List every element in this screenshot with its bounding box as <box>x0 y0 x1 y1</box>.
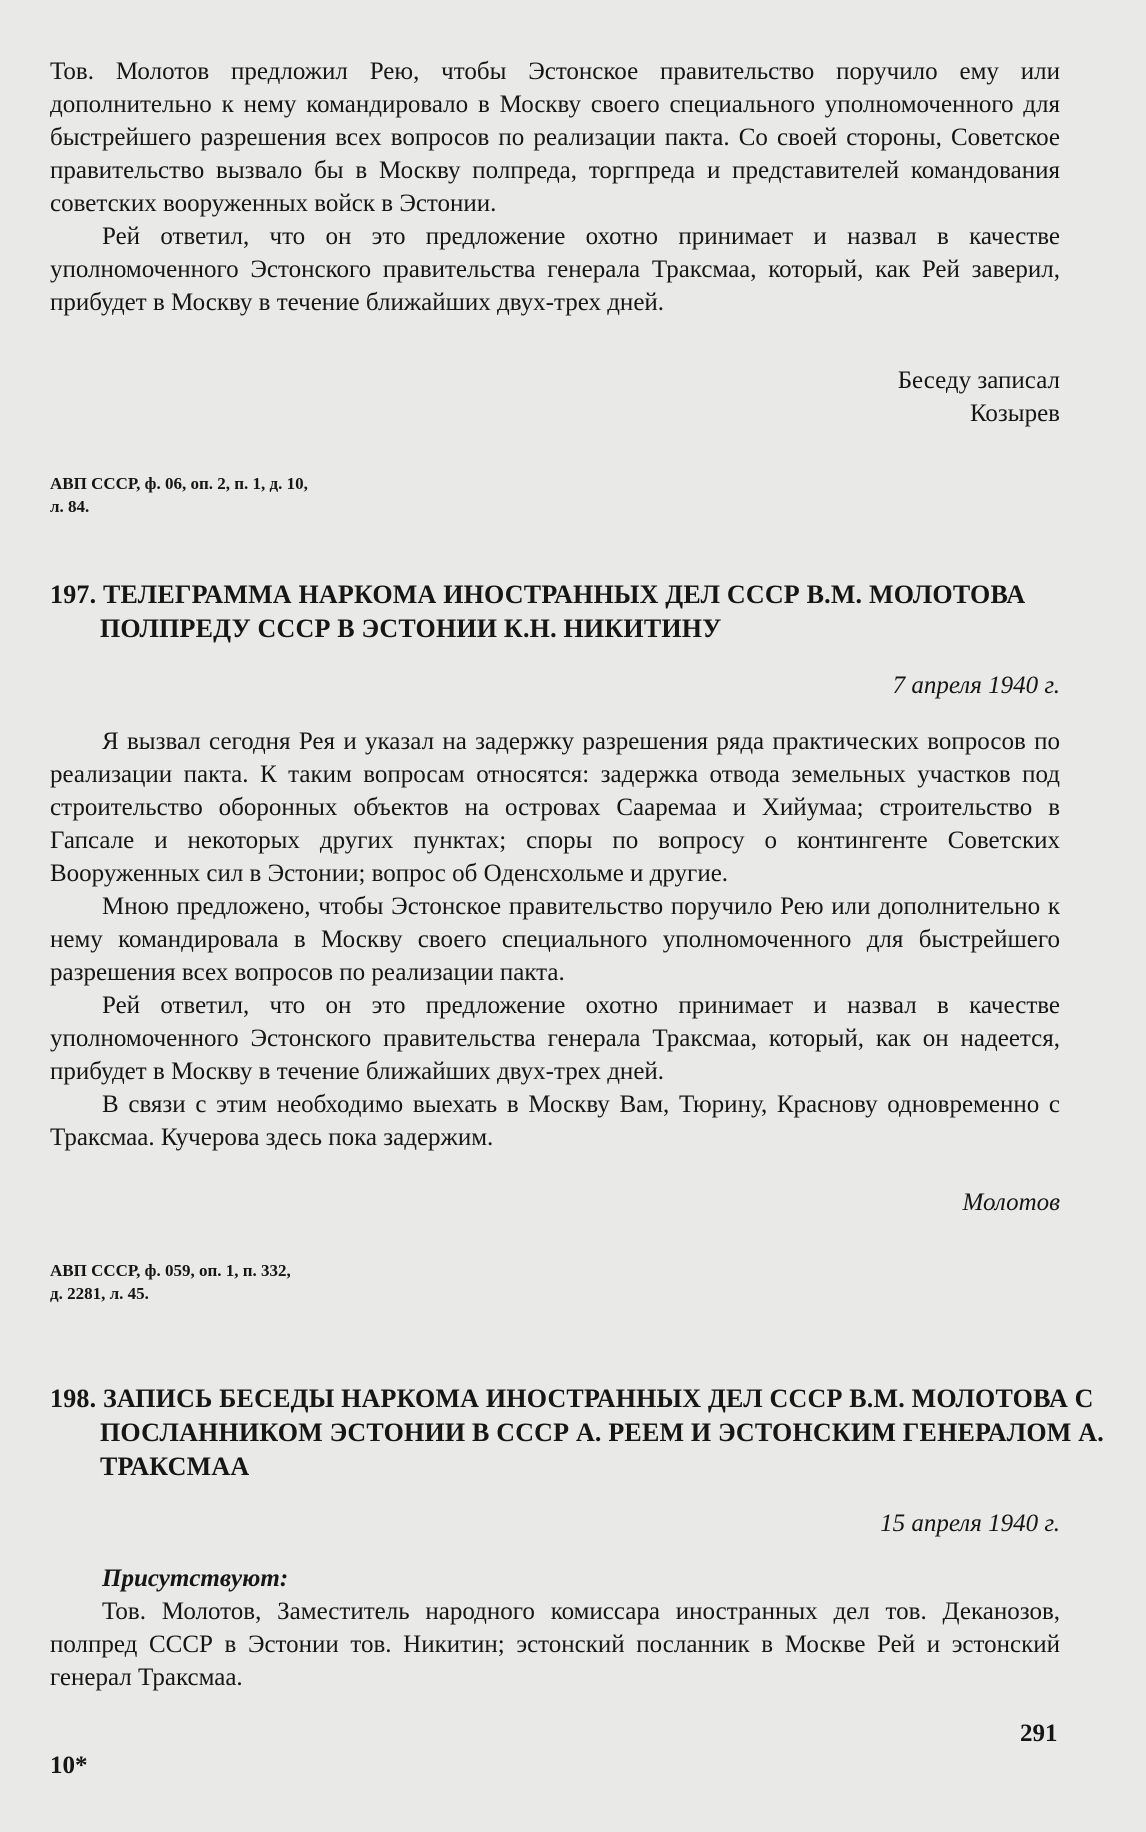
intro-paragraph-2: Рей ответил, что он это предложение охотно принимает и назвал в качестве уполномоченного Эстонского правительства генерала Траксмаа, который, как Рей заверил, прибудет в Москву в течение ближайших двух-трех дней. <box>50 223 1060 316</box>
recorded-by-label: Беседу записал <box>897 367 1060 394</box>
doc-197-heading: 197. ТЕЛЕГРАММА НАРКОМА ИНОСТРАННЫХ ДЕЛ СССР В.М. МОЛОТОВА ПОЛПРЕДУ СССР В ЭСТОНИИ К.Н. НИКИТИНУ <box>50 580 1026 643</box>
source-line: АВП СССР, ф. 059, оп. 1, п. 332, <box>50 1261 291 1280</box>
source-line: л. 84. <box>50 497 90 516</box>
doc-198-heading: 198. ЗАПИСЬ БЕСЕДЫ НАРКОМА ИНОСТРАННЫХ ДЕЛ СССР В.М. МОЛОТОВА С ПОСЛАННИКОМ ЭСТОНИИ В СССР А. РЕЕМ И ЭСТОНСКИМ ГЕНЕРАЛОМ А. ТРАКСМАА <box>50 1384 1104 1481</box>
doc-197-signature: Молотов <box>962 1189 1060 1216</box>
present-list: Тов. Молотов, Заместитель народного комиссара иностранных дел тов. Деканозов, полпред СССР в Эстонии тов. Никитин; эстонский посланник в Москве Рей и эстонский генерал Траксмаа. <box>50 1598 1060 1691</box>
signature-mark: 10* <box>50 1752 88 1779</box>
doc-197-paragraph-4: В связи с этим необходимо выехать в Москву Вам, Тюрину, Краснову одновременно с Траксмаа. Кучерова здесь пока задержим. <box>50 1091 1060 1151</box>
doc-197-paragraph-2: Мною предложено, чтобы Эстонское правительство поручило Рею или дополнительно к нему командировала в Москву своего специального уполномоченного для быстрейшего разрешения всех вопросов по реализации пакта. <box>50 893 1060 986</box>
doc-197-date: 7 апреля 1940 г. <box>892 672 1060 699</box>
doc-197-body <box>50 725 1060 1154</box>
recorded-note <box>50 364 1060 430</box>
intro-section <box>50 55 1060 319</box>
doc-197-archive-source <box>50 1259 370 1305</box>
present-label: Присутствуют: <box>102 1565 289 1592</box>
doc-197-paragraph-1: Я вызвал сегодня Рея и указал на задержку разрешения ряда практических вопросов по реализации пакта. К таким вопросам относятся: задержка отвода земельных участков под строительство оборонных объектов на островах Сааремаа и Хийумаа; строительство в Гапсале и некоторых других пунктах; споры по вопросу о контингенте Советских Вооруженных сил в Эстонии; вопрос об Оденсхольме и другие. <box>50 728 1060 887</box>
page-number: 291 <box>1020 1720 1058 1747</box>
doc-198-date: 15 апреля 1940 г. <box>880 1510 1060 1537</box>
doc-198-body <box>50 1562 1060 1694</box>
intro-paragraph-1: Тов. Молотов предложил Рею, чтобы Эстонское правительство поручило ему или дополнительно к нему командировало в Москву своего специального уполномоченного для быстрейшего разрешения всех вопросов по реализации пакта. Со своей стороны, Советское правительство вызвало бы в Москву полпреда, торгпреда и представителей командования советских вооруженных войск в Эстонии. <box>50 58 1060 217</box>
source-line: д. 2281, л. 45. <box>50 1284 149 1303</box>
doc-197-paragraph-3: Рей ответил, что он это предложение охотно принимает и назвал в качестве уполномоченного Эстонского правительства генерала Траксмаа, который, как он надеется, прибудет в Москву в течение ближайших двух-трех дней. <box>50 992 1060 1085</box>
recorder-name: Козырев <box>969 400 1060 427</box>
source-line: АВП СССР, ф. 06, оп. 2, п. 1, д. 10, <box>50 474 308 493</box>
intro-archive-source <box>50 472 370 518</box>
